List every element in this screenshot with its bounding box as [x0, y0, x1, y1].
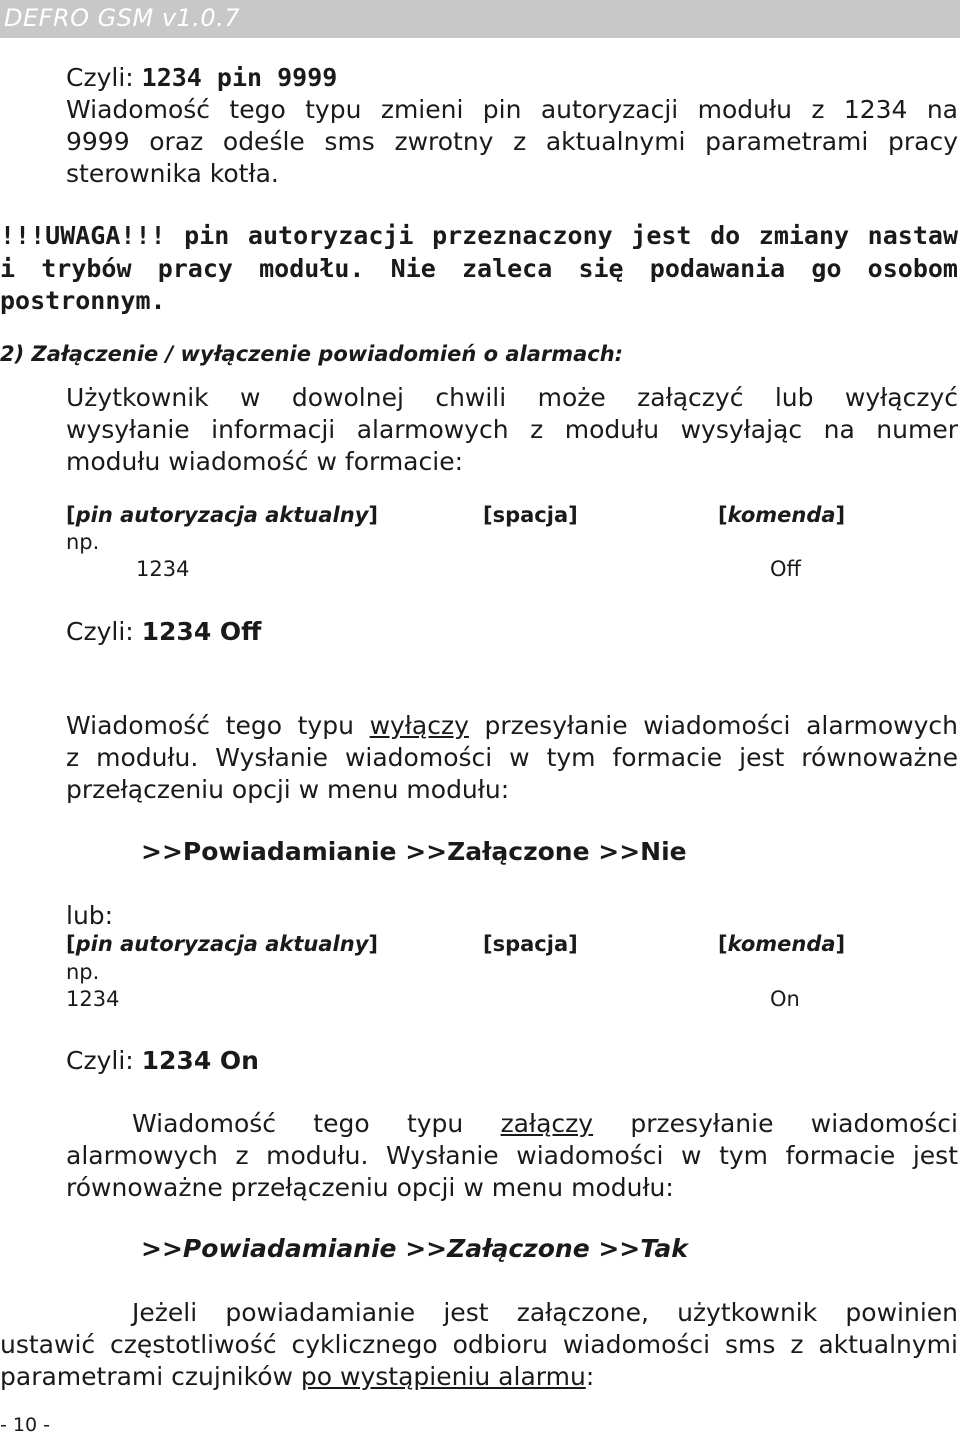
example-label: np. — [66, 530, 100, 554]
section-2-intro-line-1: Użytkownik w dowolnej chwili może załączyć lub wyłączyć — [66, 383, 958, 412]
czyli-value: 1234 pin 9999 — [141, 63, 338, 92]
format-col-command: [komenda] — [718, 503, 846, 527]
example-label-2: np. — [66, 960, 100, 984]
pin-description-line-2: 9999 oraz odeśle sms zwrotny z aktualnymi parametrami pracy — [66, 127, 958, 156]
czyli-on-line: Czyli: 1234 On — [66, 1046, 259, 1075]
example-command-2: On — [770, 987, 800, 1011]
section-2-intro-line-3: modułu wiadomość w formacie: — [66, 447, 463, 476]
czyli-pin-line — [66, 62, 337, 93]
format-col-command-2: [komenda] — [718, 932, 846, 956]
warning-line-1: !!!UWAGA!!! pin autoryzacji przeznaczony jest do zmiany nastaw — [0, 221, 958, 250]
closing-line-3: parametrami czujników po wystąpieniu alarmu: — [0, 1362, 595, 1391]
off-description-line-1: Wiadomość tego typu wyłączy przesyłanie wiadomości alarmowych — [66, 711, 958, 740]
example-pin: 1234 — [136, 557, 190, 581]
on-description-line-2: alarmowych z modułu. Wysłanie wiadomości w tym formacie jest — [66, 1141, 958, 1170]
section-2-heading: 2) Załączenie / wyłączenie powiadomień o alarmach: — [0, 342, 624, 366]
format-col-space: [spacja] — [483, 503, 578, 527]
czyli-label: Czyli: — [66, 63, 142, 92]
menu-path-off: >>Powiadamianie >>Załączone >>Nie — [141, 837, 687, 866]
closing-line-2: ustawić częstotliwość cyklicznego odbioru wiadomości sms z aktualnymi — [0, 1330, 958, 1359]
on-description-line-1: Wiadomość tego typu załączy przesyłanie wiadomości — [132, 1109, 958, 1138]
warning-line-2: i trybów pracy modułu. Nie zaleca się podawania go osobom — [0, 254, 958, 283]
menu-path-on: >>Powiadamianie >>Załączone >>Tak — [141, 1234, 688, 1263]
off-description-line-2: z modułu. Wysłanie wiadomości w tym formacie jest równoważne — [66, 743, 958, 772]
format-col-pin-2: [pin autoryzacja aktualny] — [66, 932, 378, 956]
off-description-line-3: przełączeniu opcji w menu modułu: — [66, 775, 510, 804]
document-header-bar — [0, 0, 960, 38]
or-label: lub: — [66, 901, 114, 930]
example-pin-2: 1234 — [66, 987, 120, 1011]
pin-description-line-1: Wiadomość tego typu zmieni pin autoryzacji modułu z 1234 na — [66, 95, 958, 124]
format-col-space-2: [spacja] — [483, 932, 578, 956]
section-2-intro-line-2: wysyłanie informacji alarmowych z modułu wysyłając na numer — [66, 415, 958, 444]
document-title: DEFRO GSM v1.0.7 — [4, 4, 241, 32]
format-col-pin: [pin autoryzacja aktualny] — [66, 503, 378, 527]
example-command: Off — [770, 557, 801, 581]
pin-description-line-3: sterownika kotła. — [66, 159, 279, 188]
czyli-off-line: Czyli: 1234 Off — [66, 617, 262, 646]
warning-line-3: postronnym. — [0, 286, 166, 315]
closing-line-1: Jeżeli powiadamianie jest załączone, użytkownik powinien — [132, 1298, 958, 1327]
page-number: - 10 - — [0, 1414, 50, 1436]
on-description-line-3: równoważne przełączeniu opcji w menu modułu: — [66, 1173, 674, 1202]
